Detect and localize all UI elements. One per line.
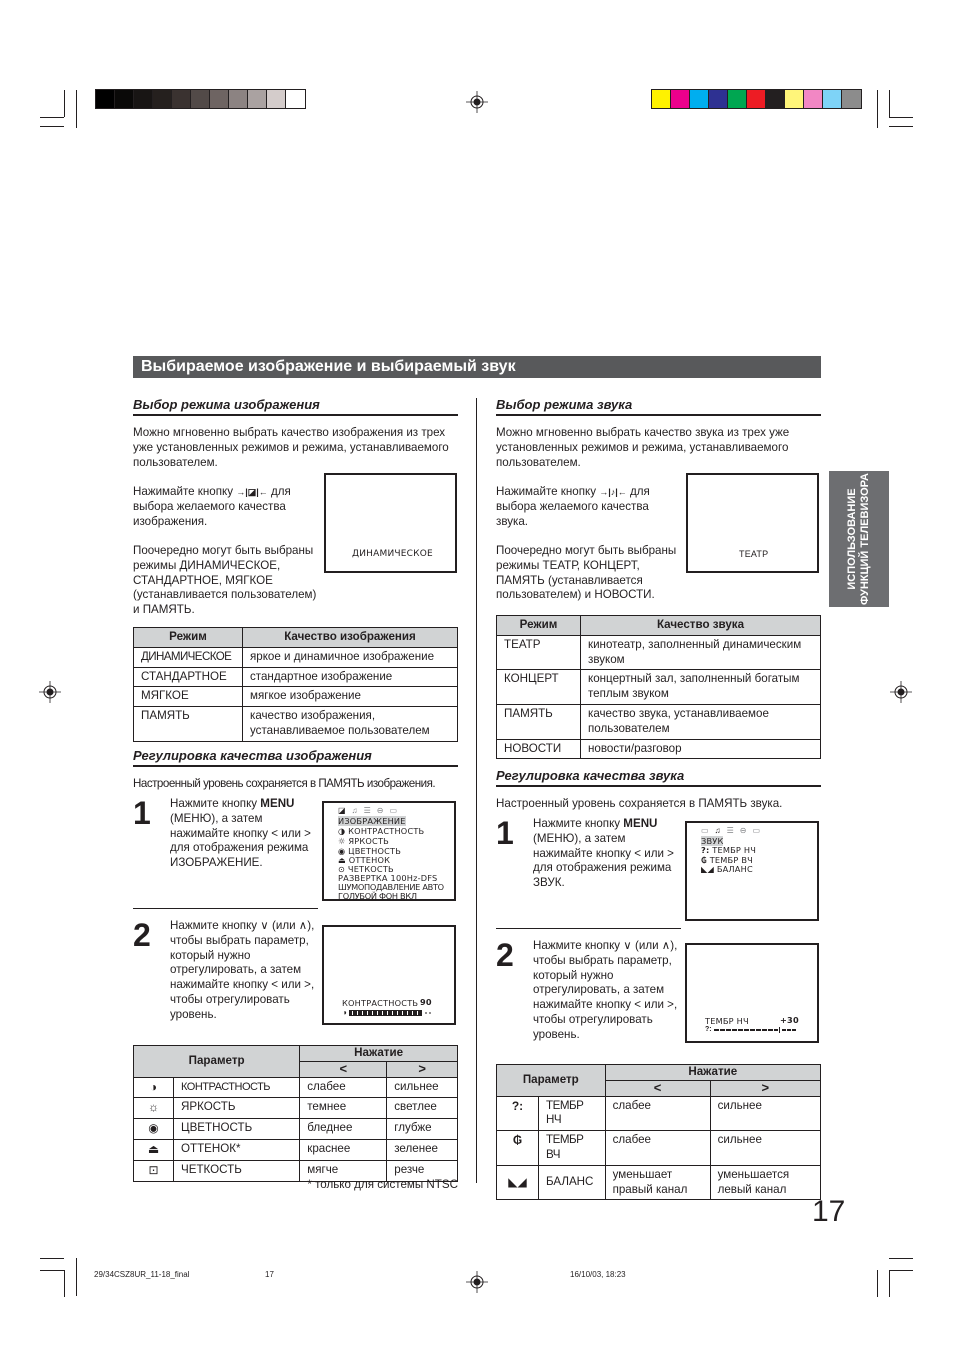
sound-mode-table [496, 615, 821, 759]
sound-mode-options-text: Поочередно могут быть выбраны режимы ТЕАТР, КОНЦЕРТ, ПАМЯТЬ (устанавливается пользователем) и НОВОСТИ. [496, 544, 677, 602]
table-header: Качество изображения [243, 628, 458, 648]
osd-picture-mode-label: ДИНАМИЧЕСКОЕ [352, 549, 433, 559]
picture-mode-press-instruction [133, 485, 313, 529]
slider-bar [714, 1027, 800, 1033]
table-row [134, 1139, 458, 1160]
step-text: (МЕНЮ), а затем нажимайте кнопку < или > для отображения режима ИЗОБРАЖЕНИЕ. [170, 811, 311, 870]
color-swatch [210, 90, 229, 108]
table-header: Качество звука [581, 616, 821, 636]
param-left-effect: мягче [300, 1160, 387, 1181]
bass-icon: ?: [705, 1026, 712, 1033]
osd-menu-extra: ШУМОПОДАВЛЕНИЕ АВТО [338, 882, 444, 892]
param-right-effect: сильнее [387, 1077, 458, 1098]
color-swatch [709, 90, 728, 108]
sharpness-icon: ⊙ [338, 864, 346, 874]
osd-level-value: +30 [780, 1015, 799, 1025]
side-tab [829, 471, 889, 607]
step1-instruction [533, 817, 683, 891]
color-icon: ◉ [148, 1121, 159, 1136]
table-row [134, 687, 458, 707]
color-swatch [96, 90, 115, 108]
press-text-before: Нажимайте кнопку [133, 485, 233, 498]
osd-menu-title: ИЗОБРАЖЕНИЕ [338, 816, 406, 826]
mode-cell: ПАМЯТЬ [134, 707, 243, 742]
osd-screen-picture-menu [322, 801, 456, 901]
bass-icon: ?: [511, 1098, 524, 1113]
table-header: Нажатие [605, 1065, 820, 1081]
color-swatch [248, 90, 267, 108]
color-swatch [671, 90, 690, 108]
mode-cell: СТАНДАРТНОЕ [134, 667, 243, 687]
color-swatch [766, 90, 785, 108]
column-divider [476, 398, 477, 1183]
osd-screen-picture-mode [324, 473, 457, 573]
param-name: КОНТРАСТНОСТЬ [174, 1077, 300, 1098]
step2-instruction: Нажмите кнопку ∨ (или ∧), чтобы выбрать параметр, который нужно отрегулировать, а затем нажимайте кнопку < или >, чтобы отрегулировать уровень. [170, 919, 315, 1021]
param-right-effect: зеленее [387, 1139, 458, 1160]
osd-level-label: КОНТРАСТНОСТЬ [342, 998, 419, 1008]
color-swatch [823, 90, 842, 108]
mode-cell: ПАМЯТЬ [497, 704, 581, 739]
color-swatch-bar [651, 89, 862, 109]
sound-adjust-heading: Регулировка качества звука [496, 768, 821, 787]
tint-icon: ⏏ [147, 1141, 160, 1156]
table-row [134, 667, 458, 687]
param-left-effect: темнее [300, 1098, 387, 1119]
osd-menu-extra: ГОЛУБОЙ ФОН ВКЛ [338, 891, 417, 901]
color-icon: ◉ [338, 846, 346, 856]
osd-menu-tab-icons: ◪♫☰⊖▭ [338, 806, 403, 815]
mode-cell: КОНЦЕРТ [497, 670, 581, 705]
quality-cell: качество звука, устанавливаемое пользователем [581, 704, 821, 739]
sound-mode-heading: Выбор режима звука [496, 397, 821, 416]
step1-instruction [170, 797, 320, 871]
table-header-left-arrow: < [300, 1061, 387, 1077]
picture-adjust-heading: Регулировка качества изображения [133, 748, 458, 767]
color-swatch [115, 90, 134, 108]
osd-menu-item: ◉ ЦВЕТНОСТЬ [338, 846, 402, 856]
table-row [497, 670, 821, 705]
step-number: 1 [496, 815, 514, 851]
step-text: Нажмите кнопку [533, 817, 624, 830]
param-name: ОТТЕНОК* [174, 1139, 300, 1160]
table-row [497, 1131, 821, 1166]
color-swatch [191, 90, 210, 108]
brightness-icon: ☼ [148, 1100, 159, 1115]
table-header: Режим [497, 616, 581, 636]
footer-page: 17 [265, 1270, 274, 1279]
table-row [497, 1165, 821, 1200]
osd-menu-item: ◑ КОНТРАСТНОСТЬ [338, 826, 425, 836]
picture-mode-table [133, 627, 458, 742]
step-number: 2 [496, 937, 514, 973]
color-swatch [172, 90, 191, 108]
param-name: ЯРКОСТЬ [174, 1098, 300, 1119]
param-left-effect: уменьшает правый канал [605, 1165, 710, 1200]
step2-instruction: Нажмите кнопку ∨ (или ∧), чтобы выбрать параметр, который нужно отрегулировать, а затем нажимайте кнопку < или >, чтобы отрегулировать уровень. [533, 939, 678, 1041]
menu-button-label: MENU [260, 797, 295, 810]
osd-screen-sound-mode [686, 473, 819, 573]
menu-button-label: MENU [623, 817, 658, 830]
param-right-effect: сильнее [710, 1131, 820, 1166]
section-title: Выбираемое изображение и выбираемый звук [133, 356, 821, 378]
picture-mode-heading: Выбор режима изображения [133, 397, 458, 416]
slider-bar [349, 1010, 433, 1016]
color-swatch [747, 90, 766, 108]
mode-cell: НОВОСТИ [497, 739, 581, 759]
bass-icon: ?: [701, 845, 710, 855]
picture-mode-intro: Можно мгновенно выбрать качество изображения из трех уже установленных режимов и режима, устанавливаемого пользователем. [133, 426, 449, 469]
table-header-right-arrow: > [387, 1061, 458, 1077]
step-separator [133, 908, 318, 909]
param-left-effect: слабее [300, 1077, 387, 1098]
osd-level-label: ТЕМБР НЧ [705, 1016, 749, 1026]
treble-icon: ₲ [512, 1133, 523, 1148]
param-right-effect: глубже [387, 1119, 458, 1140]
contrast-icon: ◑ [342, 1008, 347, 1017]
page-number: 17 [812, 1195, 846, 1228]
sound-parameters-table [496, 1064, 821, 1200]
osd-sound-mode-label: ТЕАТР [739, 549, 769, 559]
osd-menu-item: ☼ ЯРКОСТЬ [338, 836, 389, 846]
osd-menu-item: ?: ТЕМБР НЧ [701, 845, 757, 855]
step-number: 2 [133, 917, 151, 953]
press-text-before: Нажимайте кнопку [496, 485, 596, 498]
table-header-right-arrow: > [710, 1080, 820, 1096]
press-text-after: для выбора желаемого качества изображения. [133, 485, 291, 528]
osd-menu-title: ЗВУК [701, 836, 724, 846]
tint-icon: ⏏ [338, 855, 346, 865]
step-text: (МЕНЮ), а затем нажимайте кнопку < или > для отображения режима ЗВУК. [533, 831, 674, 890]
treble-icon: ₲ [701, 855, 707, 865]
quality-cell: мягкое изображение [243, 687, 458, 707]
param-name: ЧЕТКОСТЬ [174, 1160, 300, 1181]
table-row [497, 1096, 821, 1131]
table-row [134, 1119, 458, 1140]
osd-screen-bass-level [685, 943, 819, 1043]
picture-mode-button-icon: →|◪|← [236, 487, 268, 497]
ntsc-footnote: * только для системы NTSC [307, 1178, 458, 1191]
contrast-icon: ◑ [149, 1079, 158, 1094]
registration-mark-icon [39, 681, 61, 703]
param-right-effect: уменьшается левый канал [710, 1165, 820, 1200]
table-header-left-arrow: < [605, 1080, 710, 1096]
param-name: ТЕМБР НЧ [539, 1096, 606, 1131]
picture-parameters-table [133, 1045, 458, 1182]
quality-cell: яркое и динамичное изображение [243, 647, 458, 667]
color-swatch [134, 90, 153, 108]
sound-mode-intro: Можно мгновенно выбрать качество звука из трех уже установленных режимов и режима, устанавливаемого пользователем. [496, 426, 790, 469]
table-row [134, 1077, 458, 1098]
registration-mark-icon [890, 681, 912, 703]
step-separator [496, 928, 681, 929]
table-row [134, 707, 458, 742]
color-swatch [229, 90, 248, 108]
param-right-effect: светлее [387, 1098, 458, 1119]
param-left-effect: слабее [605, 1131, 710, 1166]
osd-menu-item: ◣◢ БАЛАНС [701, 864, 753, 874]
color-swatch [842, 90, 861, 108]
press-text-after: для выбора желаемого качества звука. [496, 485, 650, 528]
osd-screen-contrast-level [322, 925, 456, 1025]
table-header: Параметр [134, 1046, 300, 1078]
param-left-effect: краснее [300, 1139, 387, 1160]
osd-menu-tab-icons: ▭♫☰⊖▭ [701, 826, 766, 835]
param-right-effect: резче [387, 1160, 458, 1181]
table-row [497, 635, 821, 670]
footer-date: 16/10/03, 18:23 [570, 1270, 626, 1279]
table-header: Нажатие [300, 1046, 458, 1062]
sound-adjust-note: Настроенный уровень сохраняется в ПАМЯТЬ звука. [496, 797, 783, 810]
color-swatch [690, 90, 709, 108]
table-header: Параметр [497, 1065, 606, 1097]
quality-cell: кинотеатр, заполненный динамическим звуком [581, 635, 821, 670]
param-name: ЦВЕТНОСТЬ [174, 1119, 300, 1140]
sound-mode-button-icon: →|♪|← [599, 487, 627, 497]
side-tab-line1: ИСПОЛЬЗОВАНИЕ [846, 488, 858, 590]
step-text: Нажмите кнопку [170, 797, 261, 810]
osd-menu-item: ⊙ ЧЕТКОСТЬ [338, 864, 394, 874]
quality-cell: новости/разговор [581, 739, 821, 759]
color-swatch [652, 90, 671, 108]
registration-mark-icon [466, 91, 488, 113]
balance-icon: ◣◢ [508, 1174, 527, 1189]
param-name: ТЕМБР ВЧ [539, 1131, 606, 1166]
table-row [134, 1098, 458, 1119]
osd-level-value: 90 [420, 997, 432, 1007]
param-left-effect: бледнее [300, 1119, 387, 1140]
osd-menu-extra: РАЗВЕРТКА 100Hz-DFS [338, 873, 438, 883]
balance-icon: ◣◢ [701, 864, 714, 874]
osd-menu-item: ⏏ ОТТЕНОК [338, 855, 391, 865]
contrast-icon: ◑ [338, 826, 346, 836]
table-row [497, 704, 821, 739]
color-swatch [286, 90, 305, 108]
picture-adjust-note: Настроенный уровень сохраняется в ПАМЯТЬ изображения. [133, 777, 436, 790]
param-left-effect: слабее [605, 1096, 710, 1131]
color-swatch [728, 90, 747, 108]
quality-cell: качество изображения, устанавливаемое пользователем [243, 707, 458, 742]
sound-mode-press-instruction [496, 485, 676, 529]
table-header: Режим [134, 628, 243, 648]
color-swatch [804, 90, 823, 108]
table-row [497, 739, 821, 759]
color-swatch [785, 90, 804, 108]
contrast-level-slider [342, 1008, 433, 1017]
param-right-effect: сильнее [710, 1096, 820, 1131]
footer-file-name: 29/34CSZ8UR_11-18_final [94, 1270, 190, 1279]
sharpness-icon: ⊡ [148, 1162, 159, 1177]
step-number: 1 [133, 795, 151, 831]
side-tab-line2: ФУНКЦИЙ ТЕЛЕВИЗОРА [859, 473, 871, 605]
brightness-icon: ☼ [338, 836, 346, 846]
param-name: БАЛАНС [539, 1165, 606, 1200]
registration-mark-icon [466, 1271, 488, 1293]
quality-cell: концертный зал, заполненный богатым теплым звуком [581, 670, 821, 705]
color-swatch [267, 90, 286, 108]
picture-mode-options-text: Поочередно могут быть выбраны режимы ДИНАМИЧЕСКОЕ, СТАНДАРТНОЕ, МЯГКОЕ (устанавливается пользователем) и ПАМЯТЬ. [133, 544, 317, 617]
color-swatch [153, 90, 172, 108]
bass-level-slider [705, 1026, 800, 1033]
osd-screen-sound-menu [685, 821, 819, 921]
quality-cell: стандартное изображение [243, 667, 458, 687]
mode-cell: ТЕАТР [497, 635, 581, 670]
mode-cell: МЯГКОЕ [134, 687, 243, 707]
table-row [134, 647, 458, 667]
mode-cell: ДИНАМИЧЕСКОЕ [134, 647, 243, 667]
grayscale-swatch-bar [95, 89, 306, 109]
osd-menu-item: ₲ ТЕМБР ВЧ [701, 855, 753, 865]
